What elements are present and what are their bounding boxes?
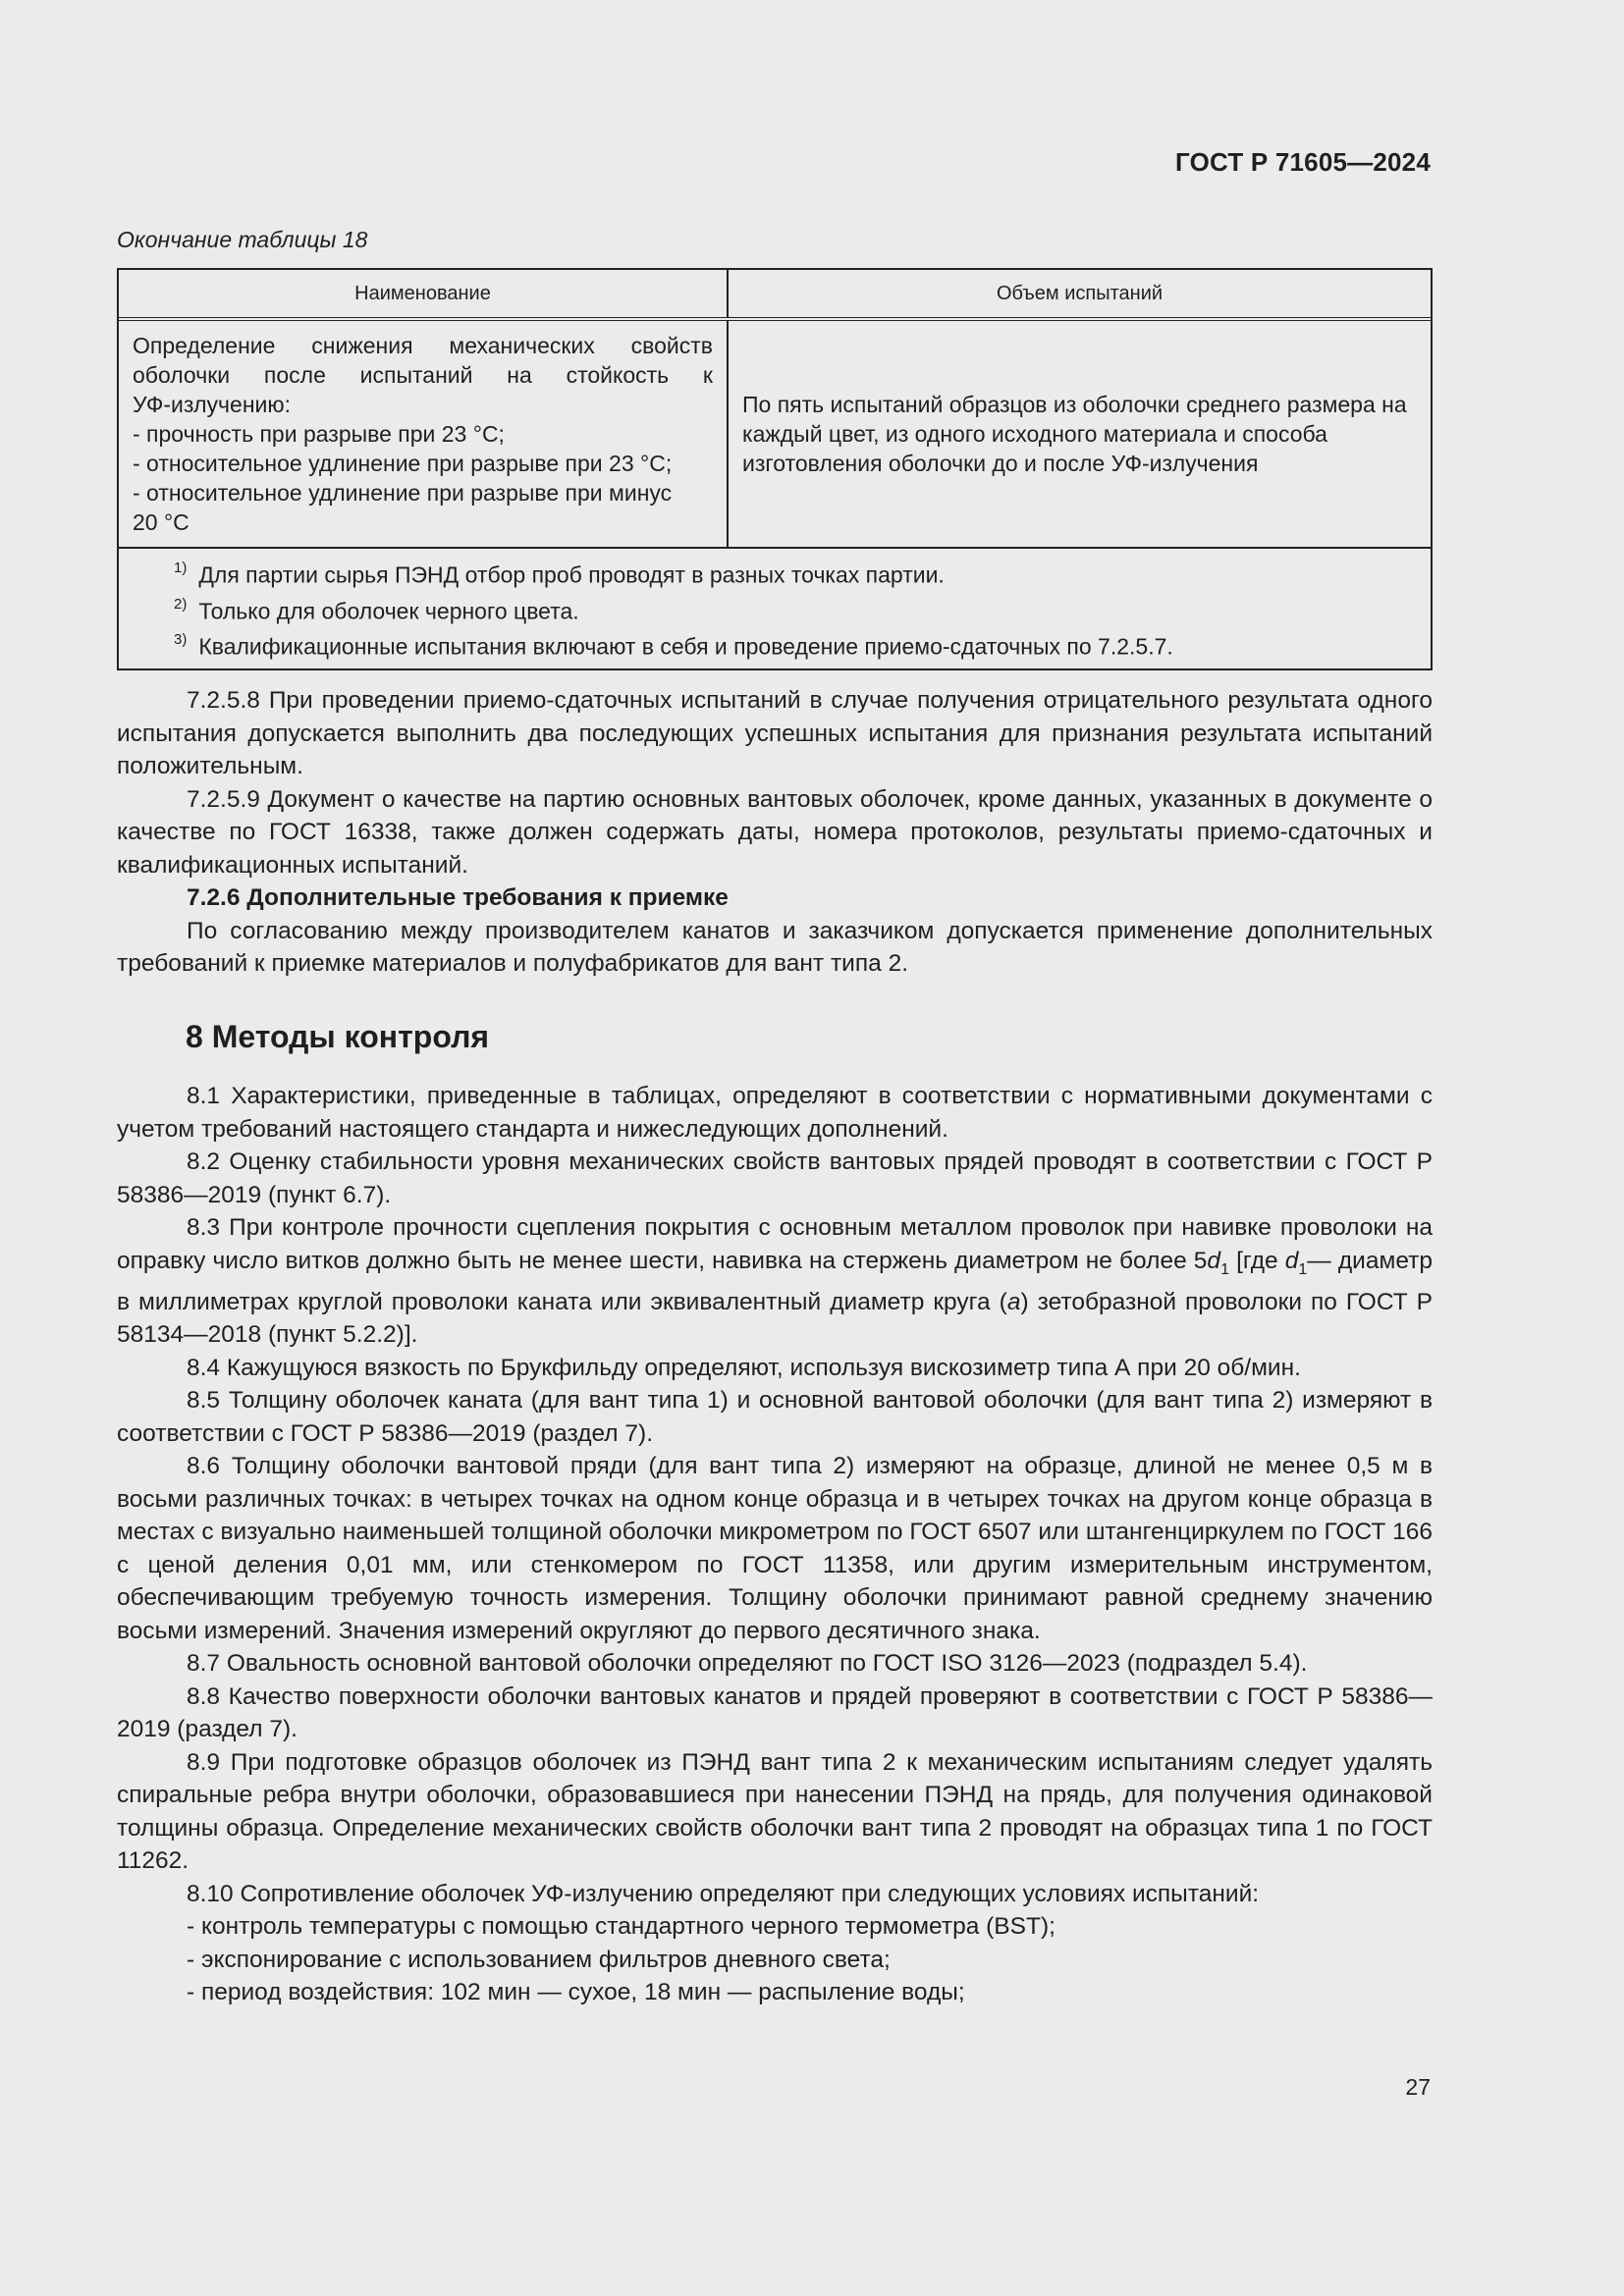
clause-7-2-6: По согласованию между производителем канатов и заказчиком допускается применение дополнительных требований к приемке материалов и полуфабрикатов для вант типа 2. (117, 917, 1433, 977)
section-8-body (117, 1080, 1433, 2009)
footnote-text: Для партии сырья ПЭНД отбор проб проводят в разных точках партии. (198, 561, 945, 588)
variable-d: d (1284, 1247, 1299, 1274)
section-title: 8 Методы контроля (186, 1019, 490, 1054)
clause-text: ) зетобразной проволоки по ГОСТ Р 58134—2018 (пункт 5.2.2)]. (117, 1288, 1433, 1349)
cell-test-name (119, 321, 729, 547)
variable-a: a (1006, 1288, 1021, 1315)
footnote (174, 626, 1417, 663)
page-number: 27 (1405, 2074, 1431, 2100)
footnote-mark: 3) (174, 631, 188, 649)
list-item: - период воздействия: 102 мин — сухое, 18 мин — распыление воды; (187, 1979, 965, 2006)
clause-8-1: 8.1 Характеристики, приведенные в таблицах, определяют в соответствии с нормативными документами с учетом требований настоящего стандарта и нижеследующих дополнений. (117, 1083, 1433, 1143)
cell-line: - относительное удлинение при разрыве при минус (133, 480, 673, 506)
clause-8-4: 8.4 Кажущуюся вязкость по Брукфильду определяют, используя вискозиметр типа А при 20 об/мин. (187, 1354, 1301, 1381)
cell-text: По пять испытаний образцов из оболочки среднего размера на каждый цвет, из одного исходного материала и способа изготовления оболочки до и после УФ-излучения (742, 392, 1407, 476)
subscript: 1 (1298, 1260, 1308, 1278)
variable-d: d (1207, 1247, 1221, 1274)
clause-text: [где (1228, 1247, 1285, 1274)
subsection-heading-7-2-6: 7.2.6 Дополнительные требования к приемке (187, 884, 729, 911)
clause-8-2: 8.2 Оценку стабильности уровня механических свойств вантовых прядей проводят в соответствии с ГОСТ Р 58386—2019 (пункт 6.7). (117, 1148, 1433, 1208)
clause-8-9: 8.9 При подготовке образцов оболочек из ПЭНД вант типа 2 к механическим испытаниям следует удалять спиральные ребра внутри оболочки, образовавшиеся при нанесении ПЭНД на прядь, для получения одинаковой толщины образца. Определение механических свойств оболочки вант типа 2 проводят на образцах типа 1 по ГОСТ 11262. (117, 1748, 1433, 1875)
footnote-text: Квалификационные испытания включают в себя и проведение приемо-сдаточных по 7.2.5.7. (198, 633, 1173, 660)
column-header-name: Наименование (119, 270, 729, 317)
footnote-text: Только для оболочек черного цвета. (198, 598, 579, 624)
footnote-mark: 1) (174, 560, 188, 576)
list-item: - экспонирование с использованием фильтров дневного света; (187, 1946, 891, 1973)
footnote-mark: 2) (174, 595, 188, 613)
table-footnotes (119, 549, 1431, 668)
clause-text: 8.3 При контроле прочности сцепления покрытия с основным металлом проволок при навивке проволоки на оправку число витков должно быть не менее шести, навивка на стержень диаметром не более 5 (117, 1214, 1433, 1274)
list-item: - контроль температуры с помощью стандартного черного термометра (BST); (187, 1913, 1056, 1941)
column-header-volume: Объем испытаний (996, 282, 1164, 304)
subscript: 1 (1220, 1260, 1229, 1278)
clause-7-2-5-8: 7.2.5.8 При проведении приемо-сдаточных испытаний в случае получения отрицательного результата одного испытания допускается выполнить два последующих успешных испытания для признания результата испытаний положительным. (117, 687, 1433, 779)
clause-7-2-5-9: 7.2.5.9 Документ о качестве на партию основных вантовых оболочек, кроме данных, указанных в документе о качестве по ГОСТ 16338, также должен содержать даты, номера протоколов, результаты приемо-сдаточных и квалификационных испытаний. (117, 785, 1433, 879)
clause-8-10: 8.10 Сопротивление оболочек УФ-излучению определяют при следующих условиях испытаний: (187, 1880, 1260, 1907)
tests-table (117, 268, 1433, 670)
clauses-7-2 (117, 684, 1433, 981)
clause-8-8: 8.8 Качество поверхности оболочки вантовых канатов и прядей проверяют в соответствии с ГОСТ Р 58386—2019 (раздел 7). (117, 1682, 1433, 1743)
cell-line: оболочки после испытаний на стойкость к (133, 362, 713, 388)
table-header-row (119, 270, 1431, 321)
clause-text: — диаметр в миллиметрах круглой проволоки каната или эквивалентный диаметр круга ( (117, 1247, 1433, 1315)
clause-8-5: 8.5 Толщину оболочек каната (для вант типа 1) и основной вантовой оболочки (для вант типа 2) измеряют в соответствии с ГОСТ Р 58386—2019 (раздел 7). (117, 1387, 1433, 1447)
clause-8-7: 8.7 Овальность основной вантовой оболочки определяют по ГОСТ ISO 3126—2023 (подраздел 5.4). (187, 1650, 1308, 1678)
clause-8-6: 8.6 Толщину оболочки вантовой пряди (для вант типа 2) измеряют на образце, длиной не менее 0,5 м в восьми различных точках: в четырех точках на одном конце образца и в четырех точках на другом конце образца в местах с визуально наименьшей толщиной оболочки микрометром по ГОСТ 6507 или штангенциркулем по ГОСТ 166 с ценой деления 0,01 мм, или стенкомером по ГОСТ 11358, или другим измерительным инструментом, обеспечивающим требуемую точность измерения. Толщину оболочки принимают равной среднему значению восьми измерений. Значения измерений округляют до первого десятичного знака. (117, 1453, 1433, 1644)
cell-line: УФ-излучению: (133, 392, 292, 417)
cell-line: Определение снижения механических свойств (133, 333, 713, 358)
document-id: ГОСТ Р 71605—2024 (1175, 147, 1431, 177)
footnote (174, 555, 1417, 591)
clause-8-3 (117, 1211, 1433, 1352)
cell-test-volume (729, 321, 1431, 547)
footnote (174, 591, 1417, 627)
table-row (119, 321, 1431, 549)
table-caption: Окончание таблицы 18 (117, 227, 368, 252)
cell-line: 20 °С (133, 509, 189, 535)
cell-line: - прочность при разрыве при 23 °С; (133, 421, 505, 447)
cell-line: - относительное удлинение при разрыве при 23 °С; (133, 451, 673, 476)
